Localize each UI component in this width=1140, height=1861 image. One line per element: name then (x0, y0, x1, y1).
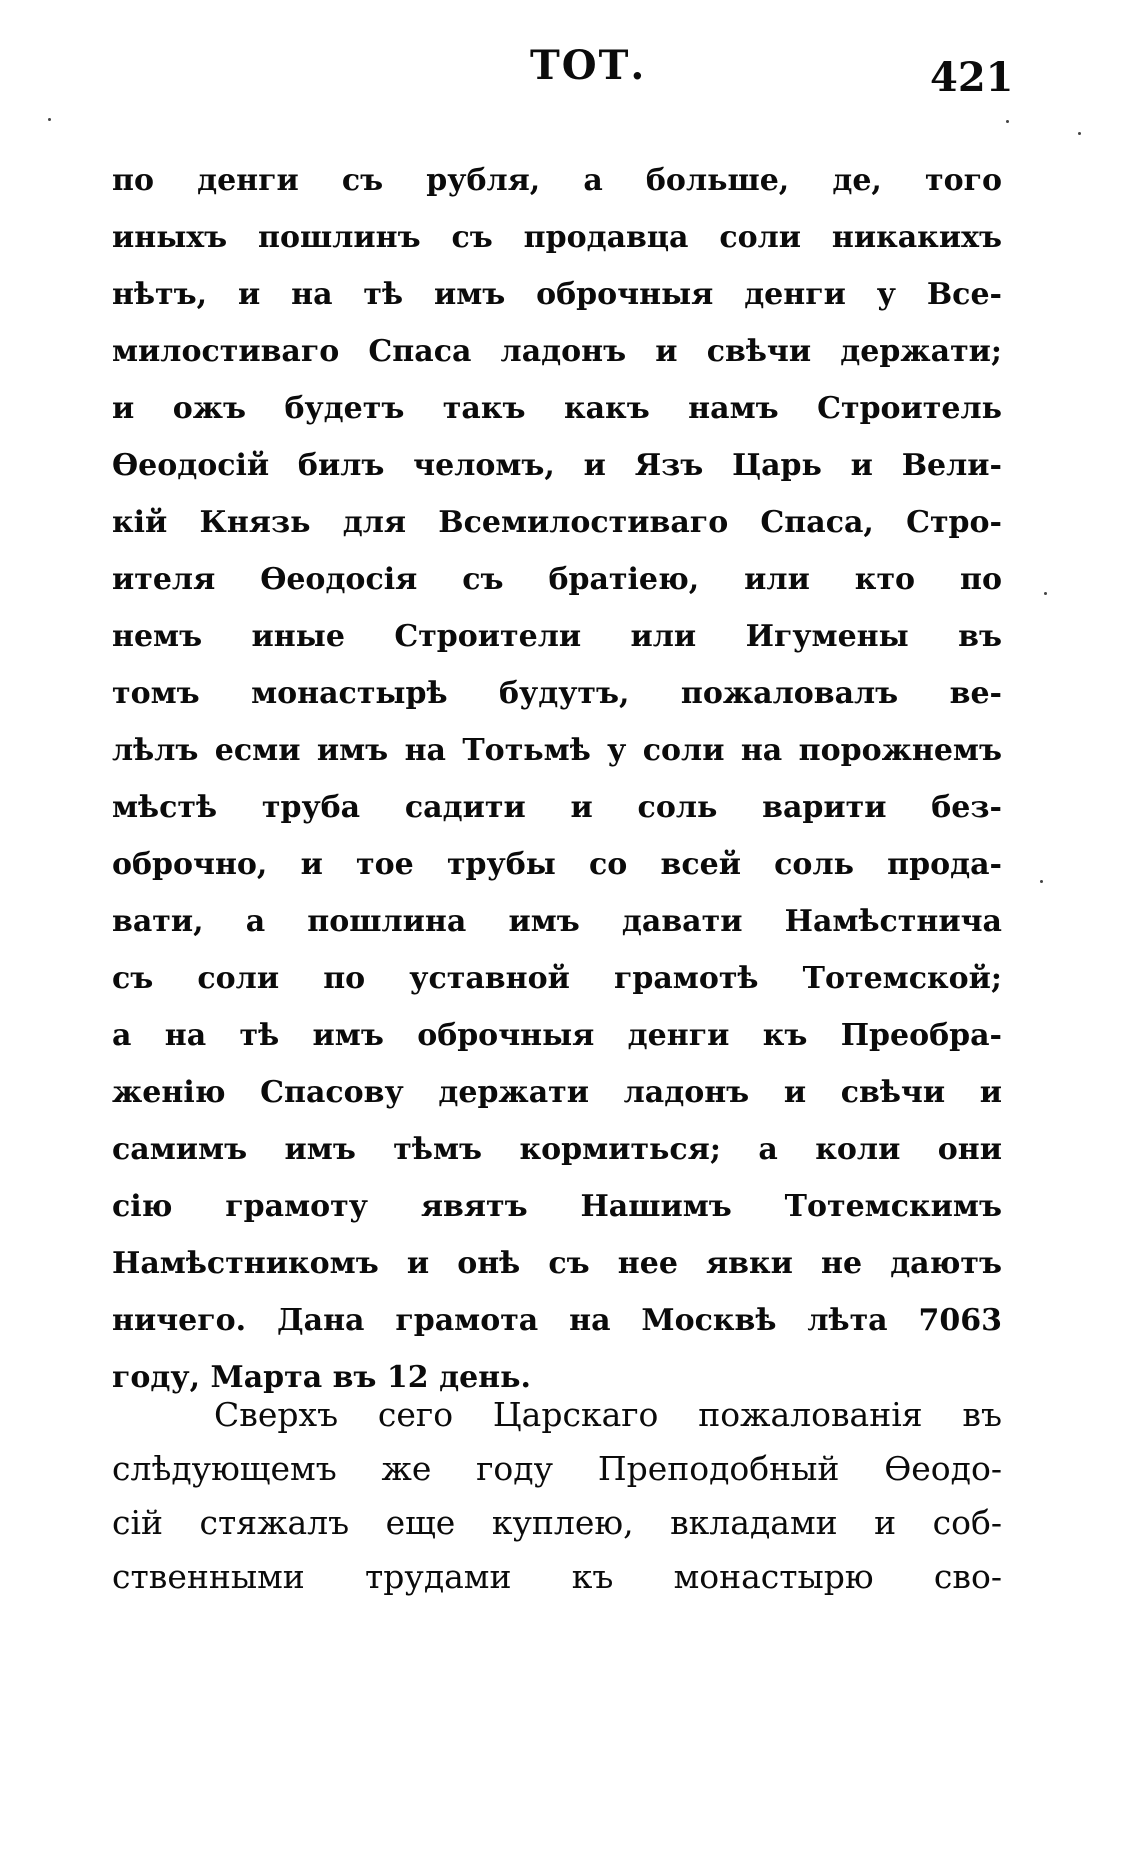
text-line: иныхъ пошлинъ съ продавца соли никакихъ (112, 220, 1002, 255)
text-line: лѣлъ есми имъ на Тотьмѣ у соли на порожнемъ (112, 733, 1002, 768)
text-line: по денги съ рубля, а больше, де, того (112, 163, 1002, 198)
text-line: милостиваго Спаса ладонъ и свѣчи держати; (112, 334, 1002, 369)
print-speck (48, 118, 51, 121)
text-line: нѣтъ, и на тѣ имъ оброчныя денги у Все- (112, 277, 1002, 312)
text-line: Өеодосій билъ челомъ, и Язъ Царь и Вели- (112, 448, 1002, 483)
text-line: съ соли по уставной грамотѣ Тотемской; (112, 961, 1002, 996)
text-line: а на тѣ имъ оброчныя денги къ Преобра- (112, 1018, 1002, 1053)
print-speck (1078, 132, 1081, 135)
running-head: ТОТ. (530, 42, 647, 89)
text-line: сій стяжалъ еще куплею, вкладами и соб- (112, 1503, 1002, 1542)
text-line: оброчно, и тое трубы со всей соль прода- (112, 847, 1002, 882)
print-speck (1044, 592, 1047, 595)
text-line: и ожъ будетъ такъ какъ намъ Строитель (112, 391, 1002, 426)
text-line: сію грамоту явятъ Нашимъ Тотемскимъ (112, 1189, 1002, 1224)
paragraph-1 (112, 152, 1002, 1406)
text-line: Сверхъ сего Царскаго пожалованія въ (214, 1395, 1002, 1434)
text-line: томъ монастырѣ будутъ, пожаловалъ ве- (112, 676, 1002, 711)
print-speck (1006, 120, 1009, 123)
text-line: женію Спасову держати ладонъ и свѣчи и (112, 1075, 1002, 1110)
text-line: самимъ имъ тѣмъ кормиться; а коли они (112, 1132, 1002, 1167)
text-line: году, Марта въ 12 день. (112, 1360, 531, 1395)
text-line: ителя Өеодосія съ братіею, или кто по (112, 562, 1002, 597)
text-line: ничего. Дана грамота на Москвѣ лѣта 7063 (112, 1303, 1002, 1338)
text-line: Намѣстникомъ и онѣ съ нее явки не даютъ (112, 1246, 1002, 1281)
paragraph-2 (112, 1388, 1002, 1604)
text-line: мѣстѣ труба садити и соль варити без- (112, 790, 1002, 825)
text-line: кій Князь для Всемилостиваго Спаса, Стро- (112, 505, 1002, 540)
text-line: ственными трудами къ монастырю сво- (112, 1557, 1002, 1596)
page-number: 421 (930, 54, 1014, 101)
print-speck (1040, 880, 1043, 883)
text-line: немъ иные Строители или Игумены въ (112, 619, 1002, 654)
text-line: слѣдующемъ же году Преподобный Өеодо- (112, 1449, 1002, 1488)
text-line: вати, а пошлина имъ давати Намѣстнича (112, 904, 1002, 939)
